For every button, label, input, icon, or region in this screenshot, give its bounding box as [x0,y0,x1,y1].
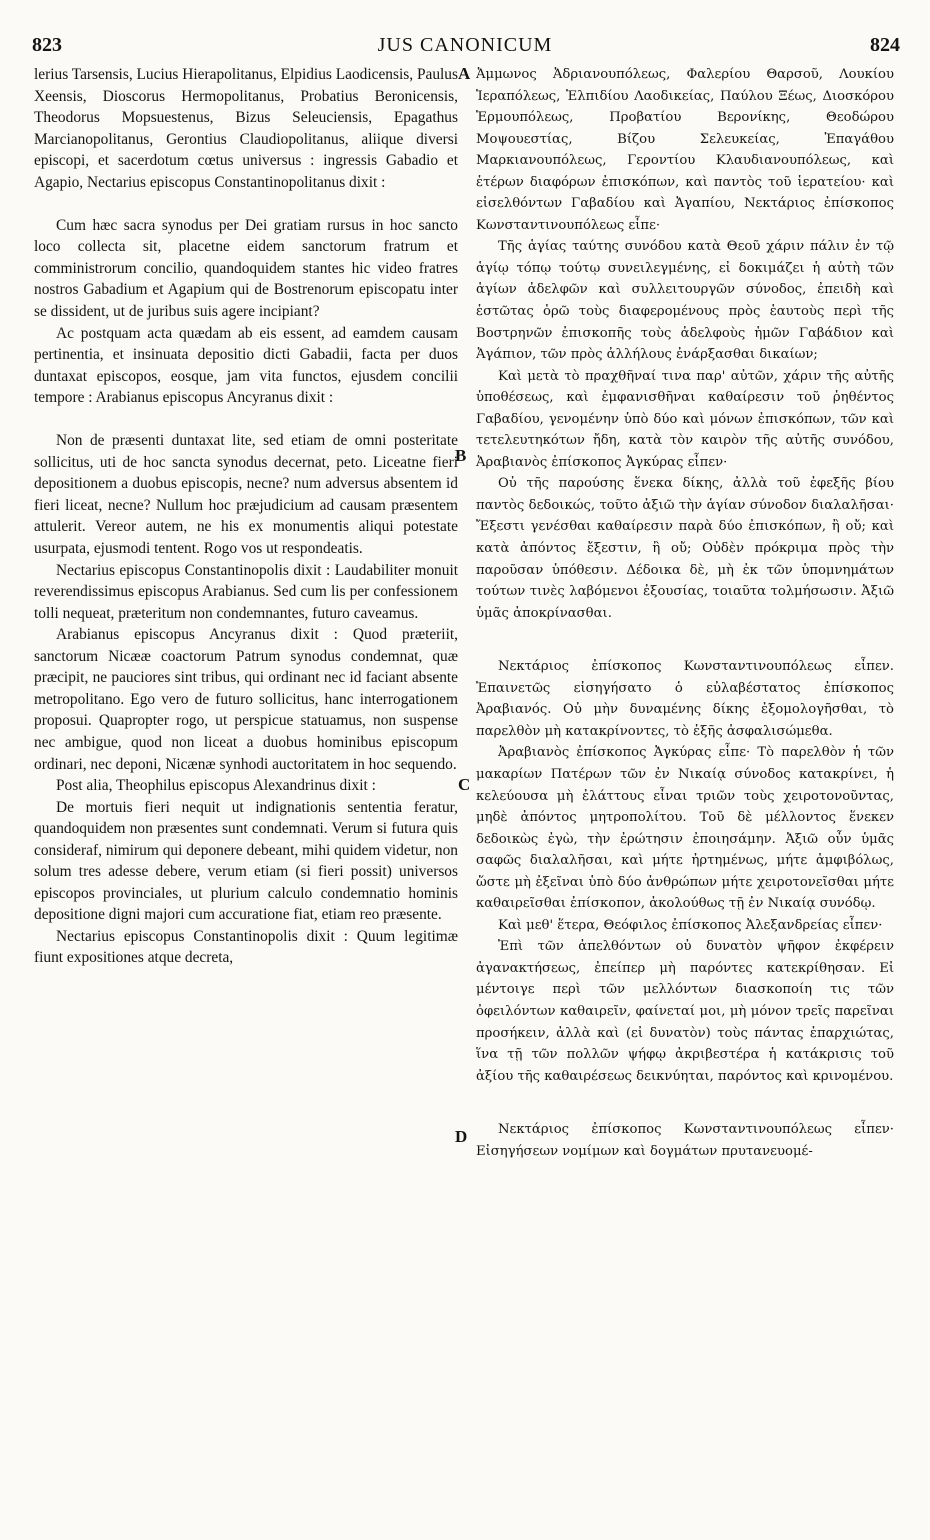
latin-paragraph: Non de præsenti duntaxat lite, sed etiam de omni posteritate sollicitus, uti de hoc sancta synodus decernat, peto. Liceatne fieri depositionem a duobus episcopis, necne? num adversus absentem id fieri liceat, necne? Nullum hoc præjudicium ad causam præsentem attulerit. Vereor autem, ne his ex monumentis aliqui potestate usurpata, ejusmodi tentent. Rogo vos ut respondeatis. [34,432,458,558]
latin-paragraph: De mortuis fieri nequit ut indignationis sententia feratur, quandoquidem non præsentes sunt condemnati. Verum si futura quis consideraf, nimirum qui deponere debeant, mihi quidem videtur, non solum tres adesse debere, verum etiam (si fieri possit) universos episcopos provinciales, ut plurium calculo condemnatio hominis depositione digni majori cum accuratione fiat, etiam reo præsente. [34,798,458,924]
margin-marker-c: C [458,775,471,794]
latin-paragraph: Nectarius episcopus Constantinopolis dixit : Laudabiliter monuit reverendissimus episcopus Arabianus. Sed cum lis per confessionem tolli nequeat, præteritum non condemnantes, futuro caveamus. [34,561,458,622]
margin-marker-a: A [458,64,471,83]
latin-paragraph: Ac postquam acta quædam ab eis essent, ad eamdem causam pertinentia, et insinuata depositio dicti Gabadii, facta per duos duntaxat episcopos, eosque, jam vita functos, ejusdem concilii tempore : Arabianus episcopus Ancyranus dixit : [34,324,458,407]
latin-paragraph: Post alia, Theophilus episcopus Alexandrinus dixit : [56,777,376,795]
running-title: JUS CANONICUM [377,34,553,56]
margin-marker-b: B [455,446,467,465]
greek-paragraph: Καὶ μεθ' ἕτερα, Θεόφιλος ἐπίσκοπος Ἀλεξανδρείας εἶπεν· [498,917,883,933]
page-header [28,34,902,62]
greek-paragraph: Καὶ μετὰ τὸ πραχθῆναί τινα παρ' αὐτῶν, χάριν τῆς αὐτῆς ὑποθέσεως, καὶ ἐμφανισθῆναι καθαίρεσιν τοῦ ῥηθέντος Γαβαδίου, γενομένην ὑπὸ δύο καὶ μόνων ἐπισκόπων, τῶν καὶ τετελευτηκότων ἤδη, κατὰ τὸν καιρὸν τῆς αὐτῆς συνόδου, Ἀραβιανὸς ἐπίσκοπος Ἀγκύρας εἶπεν· [476,368,894,470]
latin-column [34,64,458,969]
greek-paragraph: Ἀμμωνος Ἀδριανουπόλεως, Φαλερίου Θαρσοῦ, Λουκίου Ἱεραπόλεως, Ἐλπιδίου Λαοδικείας, Παύλου Ξέως, Διοσκόρου Ἑρμουπόλεως, Προβατίου Βερονίκης, Θεοδώρου Μοψουεστίας, Βίζου Σελευκείας, Ἐπαγάθου Μαρκιανουπόλεως, Γεροντίου Κλαυδιανουπόλεως, καὶ ἑτέρων διαφόρων ἐπισκόπων, καὶ παντὸς τοῦ ἱερατείου· καὶ εἰσελθόντων Γαβαδίου καὶ Ἀγαπίου, Νεκτάριος ἐπίσκοπος Κωνσταντινουπόλεως εἶπε· [476,67,894,233]
greek-paragraph: Ἐπὶ τῶν ἀπελθόντων οὐ δυνατὸν ψῆφον ἐκφέρειν ἀγανακτήσεως, ἐπείπερ μὴ παρόντες κατεκρίθησαν. Εἰ μέντοιγε περὶ τῶν μελλόντων διασκοποίη τις τῶν ὀφειλόντων καθαιρεῖν, φαίνεταί μοι, μὴ μόνον τρεῖς παρεῖναι προσήκειν, ἀλλὰ καὶ (εἰ δυνατὸν) τοὺς πάντας ἐπαρχιώτας, ἵνα τῇ τῶν πολλῶν ψήφῳ ἀκριβεστέρα ἡ κατάκρισις τοῦ ἀξίου τῆς καθαιρέσεως δεικνύηται, παρόντος καὶ κρινομένου. [476,939,894,1084]
latin-paragraph: Arabianus episcopus Ancyranus dixit : Quod præteriit, sanctorum Nicææ coactorum Patrum synodus condemnat, quæ præcipit, ne pauciores sint tribus, qui ordinant nec id faciant absente metropolitano. Ego vero de futuro sollicitus, hanc interrogationem proposui. Quapropter rogo, ut perspicue statuamus, non suspense nec ambigue, quod non liceat a duobus hominibus episcopum ordinari, nec deponi, Nicænæ synhodi auctoritatem in hoc sequendo. [34,626,458,773]
latin-paragraph: Nectarius episcopus Constantinopolis dixit : Quum legitimæ fiunt expositiones atque decreta, [34,927,458,967]
greek-paragraph: Οὐ τῆς παρούσης ἕνεκα δίκης, ἀλλὰ τοῦ ἐφεξῆς βίου παντὸς δεδοικώς, τοῦτο ἀξιῶ τὴν ἁγίαν σύνοδον διαλαλῆσαι· Ἔξεστι γενέσθαι καθαίρεσιν παρὰ δύο ἐπισκόπων, ἢ οὔ; καὶ κατὰ ἀπόντος ἔξεστιν, ἢ οὔ; Οὐδὲν πρόκριμα πρὸς τὴν παροῦσαν ὑπόθεσιν. Δέδοικα δὲ, μὴ ἐκ τῶν ὑπομνημάτων τούτων τινὲς λαβόμενοι ἐξουσίας, τοιαῦτα τολμήσωσιν. Ἀξιῶ ὑμᾶς ἀποκρίνασθαι. [476,476,894,621]
greek-paragraph: Τῆς ἁγίας ταύτης συνόδου κατὰ Θεοῦ χάριν πάλιν ἐν τῷ ἁγίῳ τόπῳ τούτῳ συνειλεγμένης, εἰ δοκιμάζει ἡ αὐτὴ τῶν ἁγίων ἀδελφῶν καὶ συλλειτουργῶν σύνοδος, ἐπειδὴ καὶ ἑστῶτας ὁρῶ τοὺς διαφερομένους πρὸς ἑαυτοὺς περὶ τῆς Βοστρηνῶν ἐπισκοπῆς τοὺς ἀδελφοὺς ἡμῶν Γαβάδιον καὶ Ἀγάπιον, τῶν πρὸς ἀλλήλους ἐνάρξασθαι δικαίων; [476,239,894,363]
greek-paragraph: Νεκτάριος ἐπίσκοπος Κωνσταντινουπόλεως εἶπεν· Εἰσηγήσεων νομίμων καὶ δογμάτων πρυτανευομέ- [476,1122,894,1159]
latin-paragraph: Cum hæc sacra synodus per Dei gratiam rursus in hoc sancto loco collecta sit, placetne eidem sanctorum fratrum et comministrorum concilio, quandoquidem stantes hic video fratres nostros Gabadium et Agapium qui de Bostrenorum episcopatu inter se dissident, ut de juribus suis agere incipiant? [34,216,458,321]
greek-column [476,64,894,1162]
page-number-right: 824 [870,34,900,56]
greek-paragraph: Νεκτάριος ἐπίσκοπος Κωνσταντινουπόλεως εἶπεν. Ἐπαινετῶς εἰσηγήσατο ὁ εὐλαβέστατος ἐπίσκοπος Ἀραβιανός. Οὐ μὴν δυναμένης δίκης ἐξομολογῆσθαι, τὸ παρελθὸν μὴ κατακρίνοντες, τὸ ἑξῆς ἀσφαλισώμεθα. [476,659,894,739]
greek-paragraph: Ἀραβιανὸς ἐπίσκοπος Ἀγκύρας εἶπε· Τὸ παρελθὸν ἡ τῶν μακαρίων Πατέρων τῶν ἐν Νικαίᾳ σύνοδος κατακρίνει, ἡ κελεύουσα μὴ ἐλάττους εἶναι τριῶν τοὺς χειροτονοῦντας, μηδὲ ἀπόντος μητροπολίτου. Τοῦ δὲ μέλλοντος ἕνεκεν δεδοικὼς ἐγὼ, τὴν ἐρώτησιν ἐποιησάμην. Ἀξιῶ οὖν ὑμᾶς σαφῶς διαλαλῆσαι, καὶ μήτε ἠρτημένως, μήτε ἀμφιβόλως, ὥστε μὴ ἐξεῖναι ὑπὸ δύο ἀνθρώπων μήτε χειροτονεῖσθαι μήτε καθαιρεῖσθαι ἐπίσκοπον, ἀκολούθως τῇ ἐν Νικαίᾳ συνόδῳ. [476,745,894,912]
margin-marker-d: D [455,1127,468,1146]
page-number-left: 823 [32,34,62,56]
latin-paragraph: lerius Tarsensis, Lucius Hierapolitanus, Elpidius Laodicensis, Paulus Xeensis, Dioscorus Hermopolitanus, Probatius Beronicensis, Theodorus Mopsuestenus, Bizus Seleuciensis, Epagathus Marcianopolitanus, Gerontius Claudiopolitanus, aliique diversi episcopi, et sacerdotum cœtus universus : ingressis Gabadio et Agapio, Nectarius episcopus Constantinopolitanus dixit : [34,66,458,191]
